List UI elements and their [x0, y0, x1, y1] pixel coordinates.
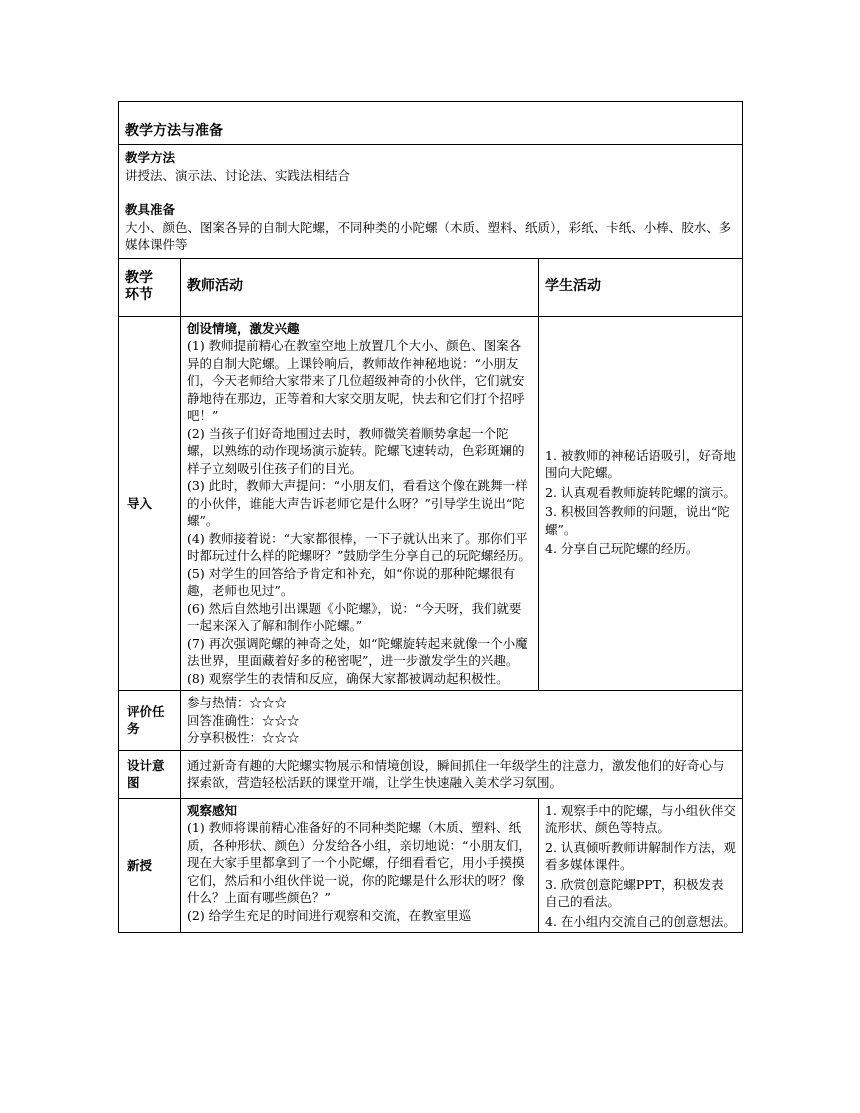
design-stage: 设计意图	[119, 750, 181, 798]
header-stage: 教学环节	[119, 258, 181, 316]
header-teacher: 教师活动	[181, 258, 539, 316]
list-item: (8) 观察学生的表情和反应，确保大家都被调动起积极性。	[187, 670, 509, 686]
section-title: 教学方法与准备	[119, 102, 743, 145]
list-item: (2) 给学生充足的时间进行观察和交流，在教室里巡	[187, 907, 472, 923]
header-student: 学生活动	[539, 258, 743, 316]
list-item: 1. 观察手中的陀螺，与小组伙伴交流形状、颜色等特点。	[545, 802, 736, 835]
evaluation-item: 分享积极性：☆☆☆	[187, 730, 300, 745]
list-item: (5) 对学生的回答给予肯定和补充，如“你说的那种陀螺很有趣，老师也见过”。	[187, 565, 516, 598]
list-item: 4. 分享自己玩陀螺的经历。	[545, 541, 699, 557]
design-text: 通过新奇有趣的大陀螺实物展示和情境创设，瞬间抓住一年级学生的注意力，激发他们的好奇心与探索欲，营造轻松活跃的课堂开端，让学生快速融入美术学习氛围。	[181, 750, 743, 798]
list-item: (1) 教师将课前精心准备好的不同种类陀螺（木质、塑料、纸质，各种形状、颜色）分发给各小组，亲切地说：“小朋友们，现在大家手里都拿到了一个小陀螺，仔细看看它，用小手摸摸它们，然后和小组伙伴说一说，你的陀螺是什么形状的呀？像什么？上面有哪些颜色？”	[187, 820, 531, 905]
intro-stage: 导入	[119, 316, 181, 691]
materials-heading: 教具准备	[125, 202, 176, 217]
evaluation-item: 回答准确性：☆☆☆	[187, 712, 300, 728]
list-item: 4. 在小组内交流自己的创意想法。	[545, 913, 736, 929]
list-item: (1) 教师提前精心在教室空地上放置几个大小、颜色、图案各异的自制大陀螺。上课铃响后，教师故作神秘地说：“小朋友们，今天老师给大家带来了几位超级神奇的小伙伴，它们就安静地待在那边，正等着和大家交朋友呢，快去和它们打个招呼吧！”	[187, 338, 525, 423]
list-item: (4) 教师接着说：“大家都很棒，一下子就认出来了。那你们平时都玩过什么样的陀螺呀？”鼓励学生分享自己的玩陀螺经历。	[187, 530, 531, 563]
list-item: 2. 认真观看教师旋转陀螺的演示。	[545, 484, 736, 500]
section-title-row	[119, 102, 743, 145]
lesson-plan-page	[118, 101, 742, 933]
intro-student-cell	[539, 316, 743, 691]
intro-teacher-cell	[181, 316, 539, 691]
table-header-row	[119, 258, 743, 316]
lesson-plan-table	[118, 101, 743, 933]
list-item: 2. 认真倾听教师讲解制作方法，观看多媒体课件。	[545, 839, 736, 872]
list-item: 3. 积极回答教师的问题，说出“陀螺”。	[545, 504, 730, 537]
list-item: 1. 被教师的神秘话语吸引，好奇地围向大陀螺。	[545, 447, 736, 481]
methods-row	[119, 145, 743, 259]
evaluation-cell	[181, 691, 743, 751]
design-row	[119, 750, 743, 798]
list-item: (6) 然后自然地引出课题《小陀螺》，说：“今天呀，我们就要一起来深入了解和制作小陀螺。”	[187, 600, 522, 633]
new-lesson-teacher-cell	[181, 798, 539, 933]
methods-heading: 教学方法	[125, 150, 176, 165]
list-item: (3) 此时，教师大声提问：“小朋友们，看看这个像在跳舞一样的小伙伴，谁能大声告诉老师它是什么呀？”引导学生说出“陀螺”。	[187, 478, 528, 528]
evaluation-row	[119, 691, 743, 751]
list-item: (2) 当孩子们好奇地围过去时，教师微笑着顺势拿起一个陀螺，以熟练的动作现场演示旋转。陀螺飞速转动，色彩斑斓的样子立刻吸引住孩子们的目光。	[187, 425, 525, 476]
intro-teacher-heading: 创设情境，激发兴趣	[187, 320, 300, 336]
new-lesson-teacher-heading: 观察感知	[187, 802, 238, 818]
materials-text: 大小、颜色、图案各异的自制大陀螺，不同种类的小陀螺（木质、塑料、纸质），彩纸、卡纸、小棒、胶水、多媒体课件等	[125, 219, 732, 252]
intro-row	[119, 316, 743, 691]
methods-text: 讲授法、演示法、讨论法、实践法相结合	[125, 167, 351, 183]
new-lesson-row	[119, 798, 743, 933]
evaluation-stage: 评价任务	[119, 691, 181, 751]
list-item: 3. 欣赏创意陀螺PPT，积极发表自己的看法。	[545, 876, 724, 909]
new-lesson-student-cell	[539, 798, 743, 933]
list-item: (7) 再次强调陀螺的神奇之处，如“陀螺旋转起来就像一个小魔法世界，里面藏着好多的秘密呢”，进一步激发学生的兴趣。	[187, 635, 528, 668]
new-lesson-stage: 新授	[119, 798, 181, 933]
evaluation-item: 参与热情：☆☆☆	[187, 695, 288, 710]
